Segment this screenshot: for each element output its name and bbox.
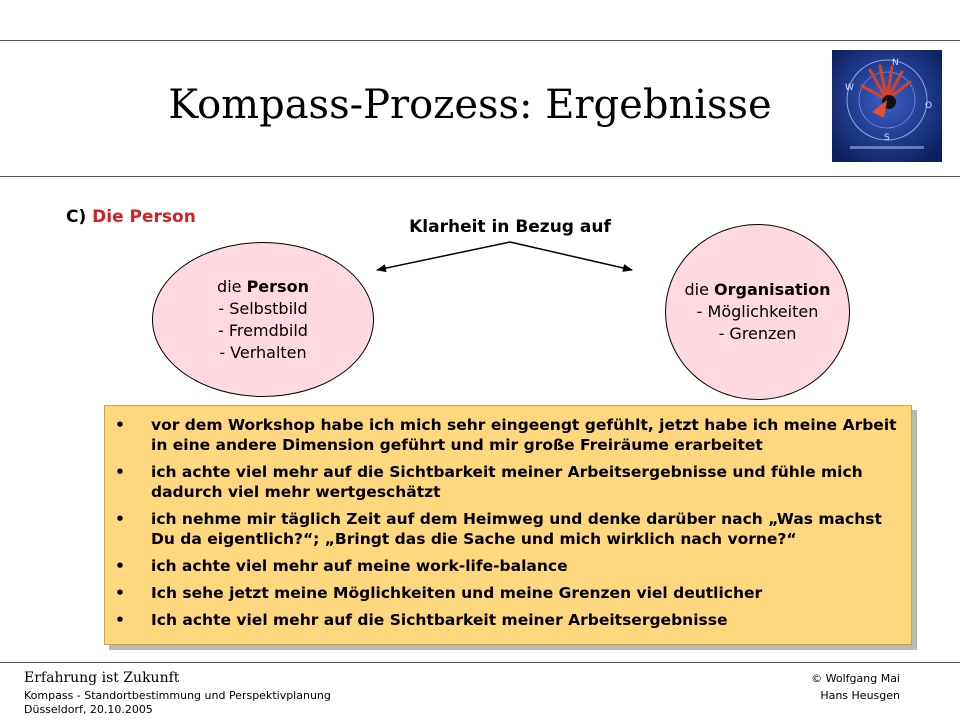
header-bottom-rule xyxy=(0,176,960,177)
quote-list xyxy=(105,415,911,630)
list-item xyxy=(105,556,911,576)
arrow-to-person xyxy=(377,242,510,270)
logo-letter-n: N xyxy=(892,58,899,68)
footer-title: Erfahrung ist Zukunft xyxy=(24,670,180,686)
section-label: Die Person xyxy=(92,207,196,227)
footer-author: Hans Heusgen xyxy=(820,689,900,702)
top-rule xyxy=(0,40,960,41)
organisation-heading xyxy=(685,279,831,301)
quote-text: Ich sehe jetzt meine Möglichkeiten und meine Grenzen viel deutlicher xyxy=(151,584,763,602)
footer-rule xyxy=(0,662,960,663)
page-title: Kompass-Prozess: Ergebnisse xyxy=(168,82,772,128)
logo-letter-o: O xyxy=(925,101,933,111)
quote-text: ich achte viel mehr auf meine work-life-balance xyxy=(151,557,568,575)
bullet: • xyxy=(115,611,125,629)
section-heading xyxy=(66,207,196,227)
quote-text: vor dem Workshop habe ich mich sehr eingeengt gefühlt, jetzt habe ich meine Arbeit in eine andere Dimension geführt und mir große Freiräume erarbeitet xyxy=(151,416,897,454)
logo-letter-s: S xyxy=(884,133,890,143)
person-heading xyxy=(217,276,309,298)
footer-copyright: © Wolfgang Mai xyxy=(811,672,900,685)
bullet: • xyxy=(115,416,125,434)
center-heading: Klarheit in Bezug auf xyxy=(409,217,611,237)
bullet: • xyxy=(115,463,125,481)
footer-date: Düsseldorf, 20.10.2005 xyxy=(24,703,153,716)
person-item: - Fremdbild xyxy=(218,320,308,340)
quote-text: ich nehme mir täglich Zeit auf dem Heimweg und denke darüber nach „Was machst Du da eigentlich?“; „Bringt das die Sache und mich wirklich nach vorne?“ xyxy=(151,510,882,548)
section-prefix: C) xyxy=(66,207,87,227)
bullet: • xyxy=(115,510,125,528)
footer-subtitle: Kompass - Standortbestimmung und Perspektivplanung xyxy=(24,689,331,702)
compass-logo-icon xyxy=(832,50,942,162)
arrow-to-organisation xyxy=(510,242,632,270)
organisation-prefix: die xyxy=(684,280,709,299)
person-prefix: die xyxy=(217,276,242,296)
quote-text: Ich achte viel mehr auf die Sichtbarkeit meiner Arbeitsergebnisse xyxy=(151,611,728,629)
list-item xyxy=(105,462,911,502)
organisation-item: - Möglichkeiten xyxy=(696,302,819,321)
organisation-item: - Grenzen xyxy=(718,324,797,343)
person-item: - Verhalten xyxy=(219,342,307,362)
person-emph: Person xyxy=(246,276,309,296)
list-item xyxy=(105,583,911,603)
organisation-emph: Organisation xyxy=(714,280,831,299)
person-ellipse xyxy=(152,242,374,397)
logo-letter-w: W xyxy=(845,83,854,93)
bullet: • xyxy=(115,557,125,575)
list-item xyxy=(105,415,911,455)
person-item: - Selbstbild xyxy=(218,298,308,318)
quote-text: ich achte viel mehr auf die Sichtbarkeit meiner Arbeitsergebnisse und fühle mich dadurch viel mehr wertgeschätzt xyxy=(151,463,863,501)
quote-box xyxy=(104,405,912,645)
list-item xyxy=(105,509,911,549)
organisation-ellipse xyxy=(665,224,850,400)
list-item xyxy=(105,610,911,630)
bullet: • xyxy=(115,584,125,602)
